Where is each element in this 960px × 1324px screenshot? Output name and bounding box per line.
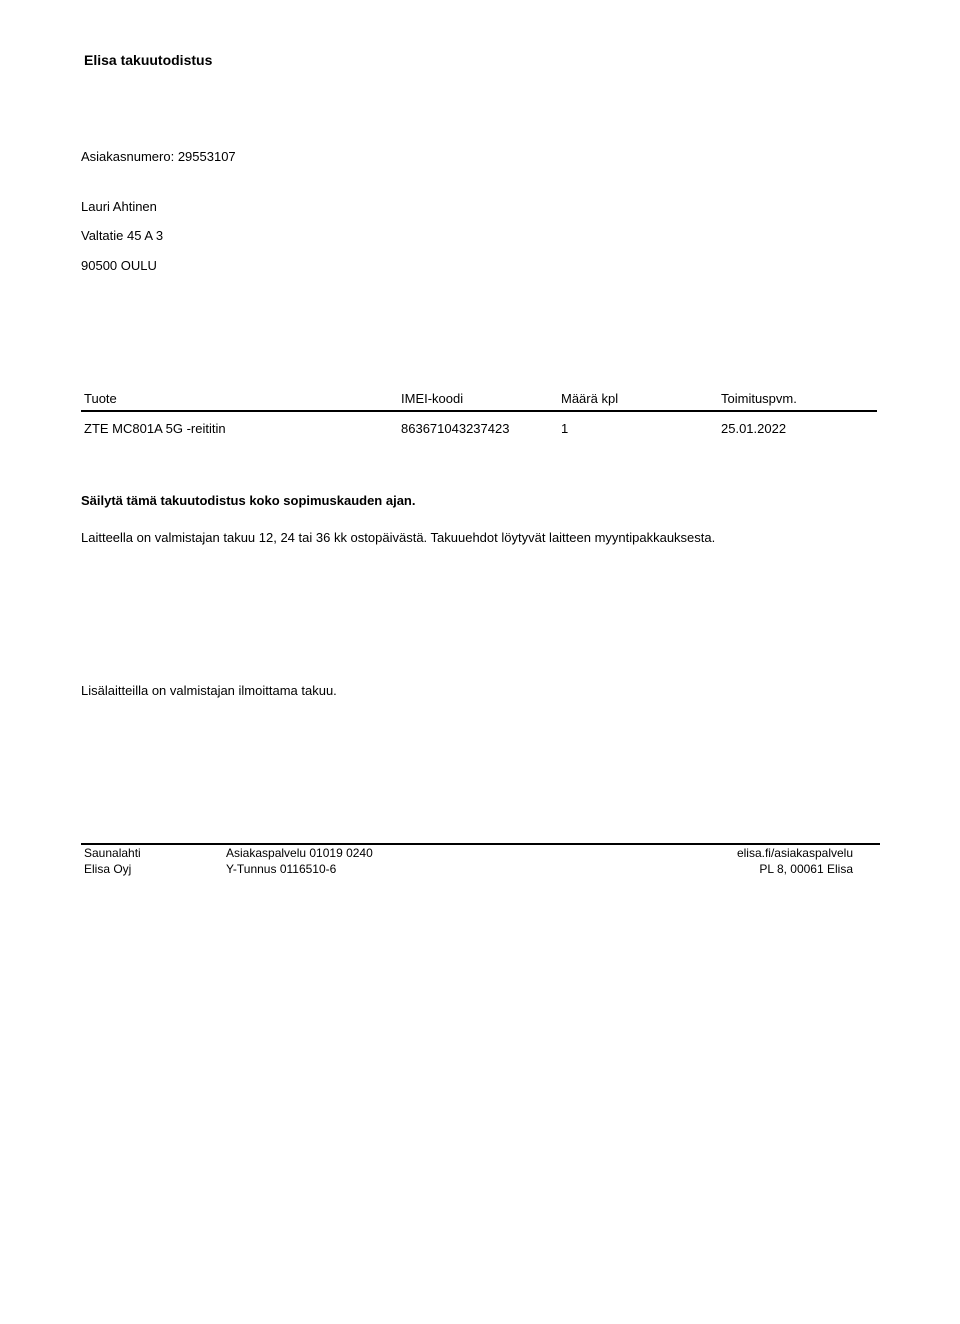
header-quantity: Määrä kpl: [561, 391, 619, 406]
cell-delivery-date: 25.01.2022: [721, 421, 787, 436]
footer-website: elisa.fi/asiakaspalvelu: [736, 846, 853, 860]
recipient-city: 90500 OULU: [81, 258, 157, 273]
footer-brand: Saunalahti: [84, 846, 141, 860]
cell-imei: 863671043237423: [401, 421, 510, 436]
customer-number: Asiakasnumero: 29553107: [81, 149, 236, 164]
footer-postal-address: PL 8, 00061 Elisa: [759, 862, 853, 876]
header-imei: IMEI-koodi: [401, 391, 464, 406]
cell-quantity: 1: [561, 421, 569, 436]
cell-product: ZTE MC801A 5G -reititin: [84, 421, 226, 436]
footer-company-name: Elisa Oyj: [84, 862, 132, 876]
footer-divider: [81, 843, 880, 845]
warranty-terms-text: Laitteella on valmistajan takuu 12, 24 tai 36 kk ostopäivästä. Takuuehdot löytyvät laitteen myyntipakkauksesta.: [81, 530, 716, 545]
header-product: Tuote: [84, 391, 117, 406]
document-title: Elisa takuutodistus: [84, 52, 213, 68]
header-delivery-date: Toimituspvm.: [721, 391, 797, 406]
table-header-divider: [81, 410, 877, 412]
keep-certificate-notice: Säilytä tämä takuutodistus koko sopimuskauden ajan.: [81, 493, 416, 508]
accessories-warranty-text: Lisälaitteilla on valmistajan ilmoittama takuu.: [81, 683, 337, 698]
recipient-name: Lauri Ahtinen: [81, 199, 157, 214]
footer-business-id: Y-Tunnus 0116510-6: [226, 862, 337, 876]
recipient-street: Valtatie 45 A 3: [81, 228, 164, 243]
footer-service-phone: Asiakaspalvelu 01019 0240: [226, 846, 373, 860]
